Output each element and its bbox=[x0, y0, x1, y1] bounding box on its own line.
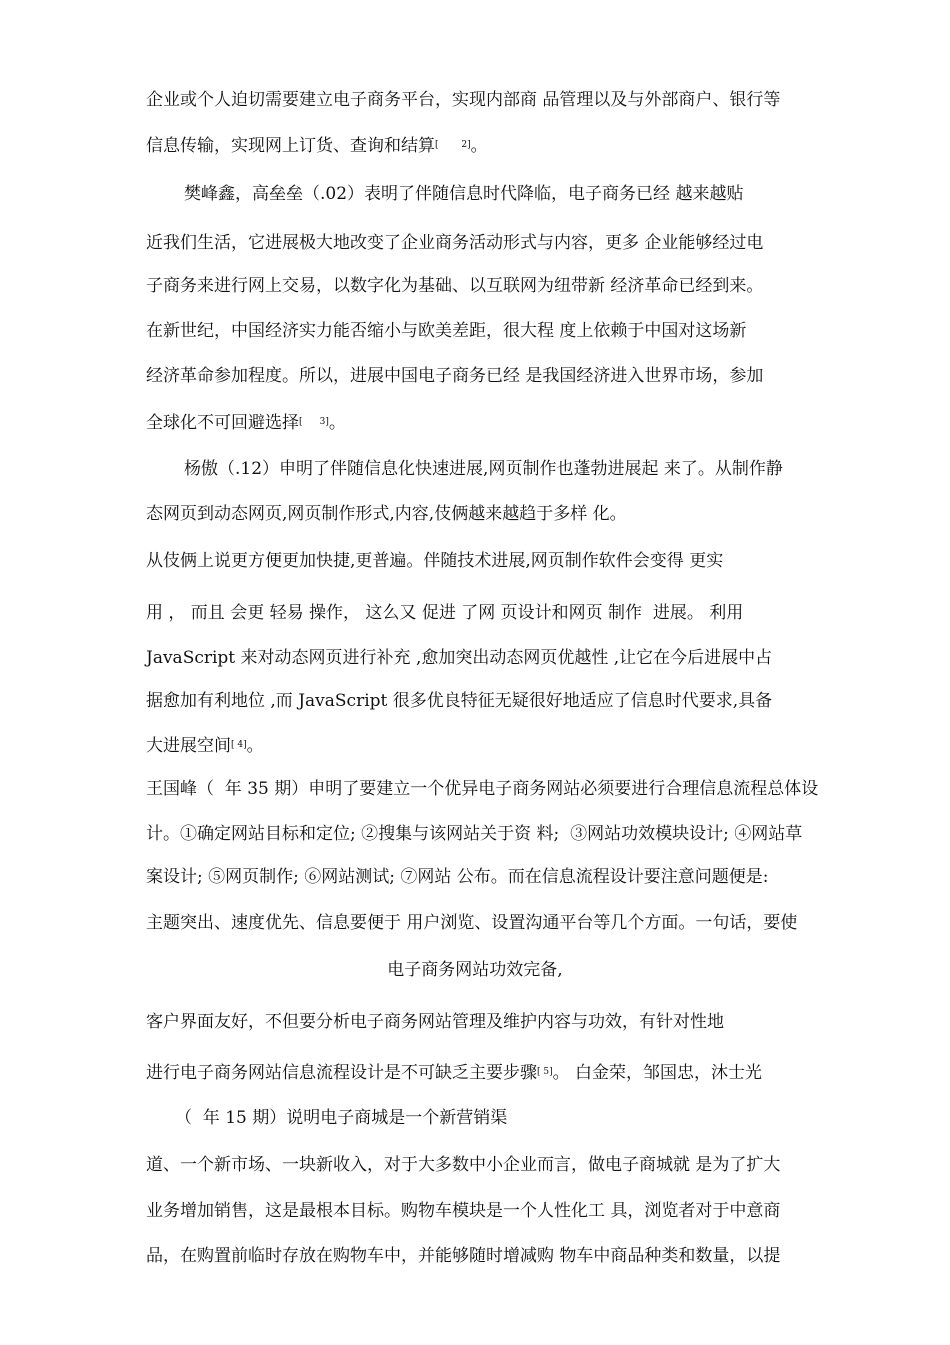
citation-ref: [ 4] bbox=[231, 740, 247, 750]
paragraph-line: （ 年 15 期）说明电子商城是一个新营销渠 bbox=[175, 1108, 508, 1128]
paragraph-line bbox=[146, 135, 488, 156]
paragraph-line: 子商务来进行网上交易，以数字化为基础、以互联网为纽带新 经济革命已经到来。 bbox=[146, 276, 764, 296]
paragraph-line: 王国峰（ 年 35 期）申明了要建立一个优异电子商务网站必须要进行合理信息流程总体设 bbox=[146, 779, 819, 799]
paragraph-line: 企业或个人迫切需要建立电子商务平台，实现内部商 品管理以及与外部商户、银行等 bbox=[146, 90, 781, 110]
paragraph-line: JavaScript 来对动态网页进行补充 ,愈加突出动态网页优越性 ,让它在今后进展中占 bbox=[146, 648, 773, 668]
line-tail: 。 bbox=[552, 1063, 576, 1083]
paragraph-line bbox=[146, 1062, 762, 1083]
paragraph-line: 主题突出、速度优先、信息要便于 用户浏览、设置沟通平台等几个方面。一句话，要使 bbox=[146, 913, 798, 933]
line-text: 进行电子商务网站信息流程设计是不可缺乏主要步骤 bbox=[146, 1063, 537, 1083]
paragraph-line: 在新世纪，中国经济实力能否缩小与欧美差距，很大程 度上依赖于中国对这场新 bbox=[146, 321, 747, 341]
line-text: 大进展空间 bbox=[146, 736, 231, 756]
citation-ref: [ 3] bbox=[299, 417, 329, 427]
paragraph-line: 业务增加销售，这是最根本目标。购物车模块是一个人性化工 具，浏览者对于中意商 bbox=[146, 1201, 781, 1221]
line-tail: 。 bbox=[328, 413, 346, 433]
line-tail: 。 bbox=[246, 736, 264, 756]
paragraph-line: 杨傲（.12）申明了伴随信息化快速进展,网页制作也蓬勃进展起 来了。从制作静 bbox=[184, 459, 783, 479]
paragraph-line: 从伎俩上说更方便更加快捷,更普遍。伴随技术进展,网页制作软件会变得 更实 bbox=[146, 551, 724, 571]
paragraph-line: 态网页到动态网页,网页制作形式,内容,伎俩越来越趋于多样 化。 bbox=[146, 504, 627, 524]
paragraph-line: 用 ， 而且 会更 轻易 操作， 这么又 促进 了网 页设计和网页 制作 进展。 利用 bbox=[146, 603, 744, 623]
paragraph-line: 近我们生活，它进展极大地改变了企业商务活动形式与内容，更多 企业能够经过电 bbox=[146, 233, 764, 253]
paragraph-line: 经济革命参加程度。所以，进展中国电子商务已经 是我国经济进入世界市场，参加 bbox=[146, 366, 764, 386]
line-text: 全球化不可回避选择 bbox=[146, 413, 299, 433]
line-tail: 。 bbox=[470, 136, 488, 156]
paragraph-line: 据愈加有利地位 ,而 JavaScript 很多优良特征无疑很好地适应了信息时代要求,具备 bbox=[146, 691, 773, 711]
line-text: 白金荣，邹国忠，沐士光 bbox=[575, 1063, 763, 1083]
citation-ref: [ 5] bbox=[537, 1067, 553, 1077]
paragraph-line: 计。①确定网站目标和定位; ②搜集与该网站关于资 料; ③网站功效模块设计; ④网站草 bbox=[146, 824, 803, 844]
paragraph-line: 客户界面友好，不但要分析电子商务网站管理及维护内容与功效，有针对性地 bbox=[146, 1012, 724, 1032]
line-text: 信息传输，实现网上订货、查询和结算 bbox=[146, 136, 435, 156]
paragraph-line: 道、一个新市场、一块新收入，对于大多数中小企业而言，做电子商城就 是为了扩大 bbox=[146, 1155, 781, 1175]
paragraph-line-centered: 电子商务网站功效完备, bbox=[387, 960, 563, 980]
paragraph-line: 案设计; ⑤网页制作; ⑥网站测试; ⑦网站 公布。而在信息流程设计要注意问题便是: bbox=[146, 867, 769, 887]
citation-ref: [ 2] bbox=[435, 140, 471, 150]
paragraph-line bbox=[146, 735, 264, 756]
paragraph-line: 品，在购置前临时存放在购物车中，并能够随时增减购 物车中商品种类和数量，以提 bbox=[146, 1246, 781, 1266]
paragraph-line bbox=[146, 412, 346, 433]
paragraph-line: 樊峰鑫，高垒垒（.02）表明了伴随信息时代降临，电子商务已经 越来越贴 bbox=[184, 184, 744, 204]
